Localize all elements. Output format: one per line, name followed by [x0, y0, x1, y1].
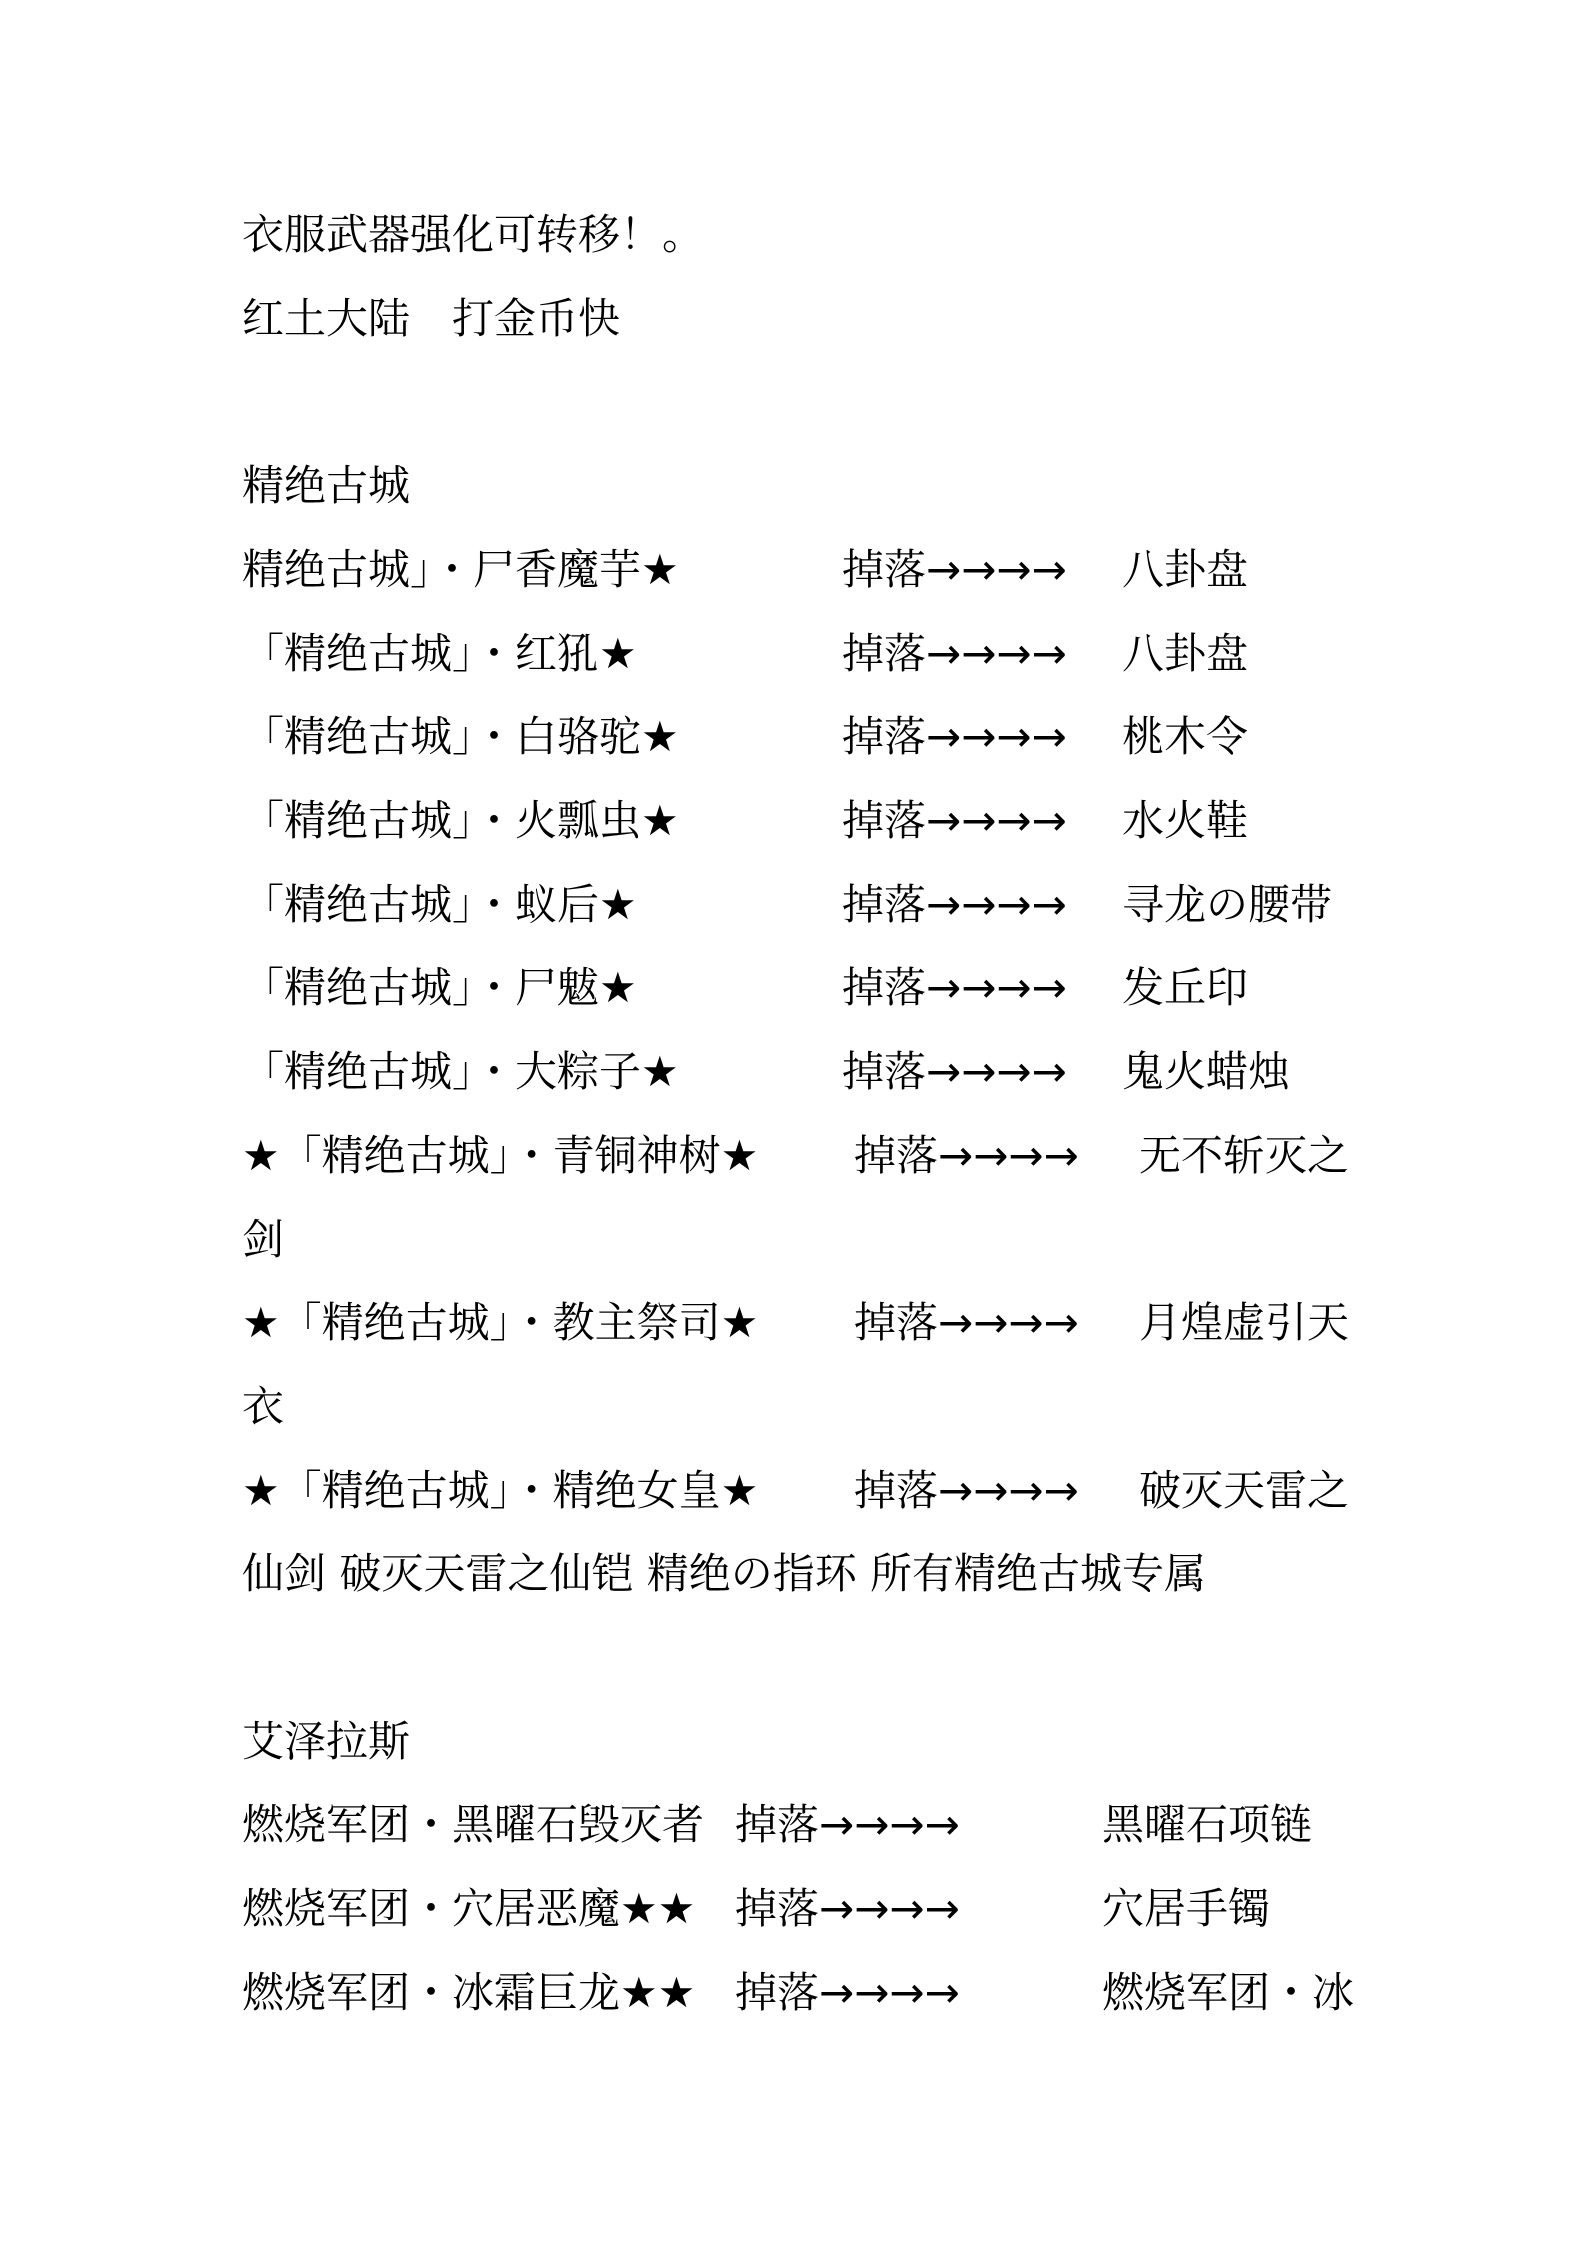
drop-row: [242, 1963, 1355, 2023]
drop-label: 掉落→→→→: [842, 796, 1067, 845]
drop-item: 燃烧军团・冰: [1102, 1968, 1355, 2017]
drop-row: [242, 1461, 1350, 1521]
intro-line-2: 红土大陆 打金币快: [242, 294, 621, 343]
drop-label: 掉落→→→→: [842, 712, 1067, 761]
drop-row: [242, 1042, 1342, 1102]
drop-label: 掉落→→→→: [842, 629, 1067, 678]
drop-item: 桃木令: [1122, 712, 1249, 761]
drop-label: 掉落→→→→: [842, 880, 1067, 929]
drop-row: [242, 1795, 1342, 1855]
monster-name: 「精绝古城」・白骆驼★: [242, 712, 679, 761]
drop-row: [242, 540, 1342, 600]
monster-name: ★「精绝古城」・精绝女皇★: [242, 1466, 759, 1515]
monster-name: 燃烧军团・黑曜石毁灭者: [242, 1800, 705, 1849]
monster-name: 「精绝古城」・红犼★: [242, 629, 637, 678]
drop-row: [242, 958, 1342, 1018]
drop-item: 鬼火蜡烛: [1122, 1047, 1291, 1096]
drop-item: 穴居手镯: [1102, 1884, 1271, 1933]
drop-row: [242, 875, 1342, 935]
monster-name: 「精绝古城」・大粽子★: [242, 1047, 679, 1096]
intro-line-1: 衣服武器强化可转移！。: [242, 210, 705, 259]
drop-label: 掉落→→→→: [735, 1800, 960, 1849]
drop-item: 发丘印: [1122, 963, 1249, 1012]
drop-label: 掉落→→→→: [854, 1298, 1079, 1347]
drop-row: [242, 1879, 1342, 1939]
section-heading-jingjue: 精绝古城: [242, 461, 411, 510]
monster-name: 精绝古城」・尸香魔芋★: [242, 545, 679, 594]
section-heading-azeroth: 艾泽拉斯: [242, 1717, 411, 1766]
monster-name: 燃烧军团・冰霜巨龙★★: [242, 1968, 696, 2017]
monster-name: 「精绝古城」・尸魃★: [242, 963, 637, 1012]
drop-label: 掉落→→→→: [842, 545, 1067, 594]
drop-item: 水火鞋: [1122, 796, 1249, 845]
drop-row: [242, 1126, 1350, 1186]
drop-label: 掉落→→→→: [735, 1968, 960, 2017]
drop-row-continuation: 仙剑 破灭天雷之仙铠 精绝の指环 所有精绝古城专属: [242, 1549, 1207, 1598]
drop-item: 寻龙の腰带: [1122, 880, 1333, 929]
drop-item: 月煌虚引天: [1139, 1298, 1350, 1347]
drop-item: 八卦盘: [1122, 545, 1249, 594]
drop-label: 掉落→→→→: [854, 1466, 1079, 1515]
drop-label: 掉落→→→→: [842, 1047, 1067, 1096]
drop-row: [242, 1293, 1350, 1353]
monster-name: 「精绝古城」・蚁后★: [242, 880, 637, 929]
monster-name: ★「精绝古城」・教主祭司★: [242, 1298, 759, 1347]
monster-name: 燃烧军团・穴居恶魔★★: [242, 1884, 696, 1933]
monster-name: 「精绝古城」・火瓢虫★: [242, 796, 679, 845]
drop-label: 掉落→→→→: [854, 1131, 1079, 1180]
drop-item: 无不斩灭之: [1139, 1131, 1350, 1180]
drop-item: 破灭天雷之: [1139, 1466, 1350, 1515]
drop-row-continuation: 剑: [242, 1215, 285, 1264]
drop-row: [242, 707, 1342, 767]
monster-name: ★「精绝古城」・青铜神树★: [242, 1131, 759, 1180]
drop-row-continuation: 衣: [242, 1382, 285, 1431]
drop-item: 八卦盘: [1122, 629, 1249, 678]
drop-row: [242, 624, 1342, 684]
drop-label: 掉落→→→→: [842, 963, 1067, 1012]
drop-label: 掉落→→→→: [735, 1884, 960, 1933]
drop-item: 黑曜石项链: [1102, 1800, 1313, 1849]
drop-row: [242, 791, 1342, 851]
